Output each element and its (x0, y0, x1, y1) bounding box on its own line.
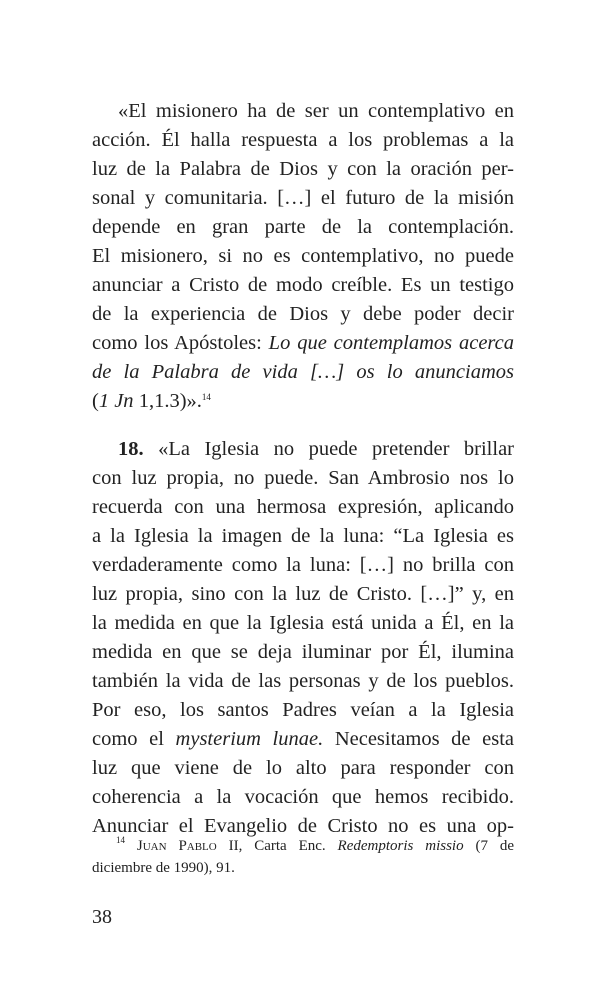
text-line: 18. «La Iglesia no puede pretender brillar (118, 438, 514, 460)
text-line: recuerda con una hermosa expresión, aplicando (92, 496, 514, 518)
text-line: luz de la Palabra de Dios y con la oración per- (92, 158, 514, 180)
footnote-author: Juan Pablo II (136, 838, 239, 854)
latin-term: mysterium lunae. (175, 728, 324, 750)
footnote-reference: 14 (201, 392, 211, 402)
text-line: de la experiencia de Dios y debe poder decir (92, 303, 514, 325)
footnote-title: Redemptoris missio (337, 838, 464, 854)
text-line: coherencia a la vocación que hemos recibido. (92, 786, 514, 808)
page-number: 38 (92, 906, 112, 928)
text-line: Por eso, los santos Padres veían a la Iglesia (92, 699, 514, 721)
text-line: medida en que se deja iluminar por Él, ilumina (92, 641, 514, 663)
text-line: luz que viene de lo alto para responder con (92, 757, 514, 779)
text-line: sonal y comunitaria. […] el futuro de la misión (92, 187, 514, 209)
text-line: a la Iglesia la imagen de la luna: “La Iglesia es (92, 525, 514, 547)
scripture-quote: Lo que contemplamos acerca (268, 332, 514, 354)
text-line: como los Apóstoles: Lo que contemplamos acerca (92, 332, 514, 354)
footnote-continuation: diciembre de 1990), 91. (92, 860, 235, 876)
scripture-reference: 1 Jn (98, 390, 134, 412)
text-line: como el mysterium lunae. Necesitamos de esta (92, 728, 515, 750)
text-line (92, 359, 514, 385)
text-line: anunciar a Cristo de modo creíble. Es un testigo (92, 274, 514, 296)
footnote-marker: 14 (116, 835, 125, 845)
text-line: El misionero, si no es contemplativo, no puede (92, 245, 514, 267)
footnote: $^{14}$ Juan Pablo II, Carta Enc. Redemptoris missio (7 de (116, 835, 515, 854)
text-line: también la vida de las personas y de los pueblos. (92, 670, 514, 692)
scripture-quote: de la Palabra de vida […] os lo anunciamos (92, 361, 514, 383)
text-line: acción. Él halla respuesta a los problemas a la (92, 129, 514, 151)
text-line: depende en gran parte de la contemplación. (92, 216, 514, 238)
paragraph-number: 18. (118, 438, 144, 460)
text-line: con luz propia, no puede. San Ambrosio nos lo (92, 467, 514, 489)
text-line: «El misionero ha de ser un contemplativo en (118, 100, 514, 122)
text-line: verdaderamente como la luna: […] no brilla con (92, 554, 514, 576)
text-line: la medida en que la Iglesia está unida a Él, en la (92, 612, 514, 634)
text-line: Anunciar el Evangelio de Cristo no es una op- (92, 815, 514, 837)
text-line: (1 Jn 1,1.3)».$^{14}$ (92, 390, 211, 412)
text-line: luz propia, sino con la luz de Cristo. […]” y, en (92, 583, 514, 605)
